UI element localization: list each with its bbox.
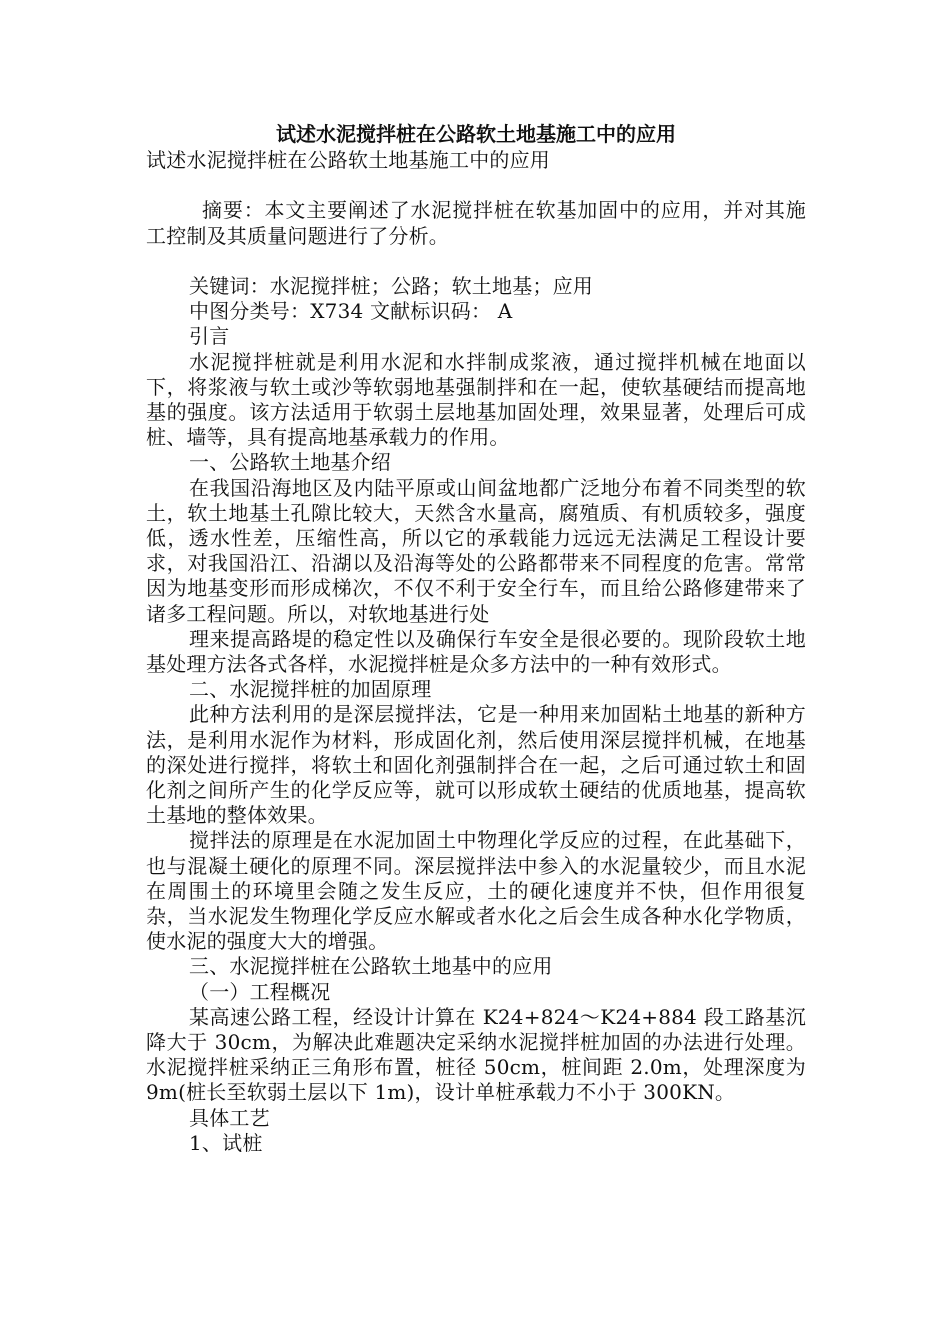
spacer [146, 249, 806, 274]
intro-paragraph: 水泥搅拌桩就是利用水泥和水拌制成浆液，通过搅拌机械在地面以下，将浆液与软土或沙等软弱地基强制拌和在一起，使软基硬结而提高地基的强度。该方法适用于软弱土层地基加固处理，效果显著，处理后可成桩、墙等，具有提高地基承载力的作用。 [146, 349, 806, 450]
section2-paragraph-1: 此种方法利用的是深层搅拌法，它是一种用来加固粘土地基的新种方法，是利用水泥作为材料，形成固化剂，然后使用深层搅拌机械，在地基的深处进行搅拌，将软土和固化剂强制拌合在一起，之后可通过软土和固化剂之间所产生的化学反应等，就可以形成软土硬结的优质地基，提高软土基地的整体效果。 [146, 702, 806, 828]
section3-subheading: （一）工程概况 [189, 979, 331, 1004]
intro-heading: 引言 [189, 324, 230, 349]
classification: 中图分类号：X734 文献标识码： A [189, 299, 513, 324]
step1-heading: 1、试桩 [189, 1130, 263, 1155]
spacer [146, 173, 806, 198]
abstract: 摘要：本文主要阐述了水泥搅拌桩在软基加固中的应用，并对其施工控制及其质量问题进行了分析。 [146, 198, 806, 248]
section1-heading: 一、公路软土地基介绍 [189, 450, 391, 475]
section3-paragraph-1: 某高速公路工程，经设计计算在 K24+824～K24+884 段工路基沉降大于 30cm，为解决此难题决定采纳水泥搅拌桩加固的办法进行处理。水泥搅拌桩采纳正三角形布置，桩径 50cm，桩间距 2.0m，处理深度为 9m(桩长至软弱土层以下 1m)，设计单桩承载力不小于 300KN。 [146, 1004, 806, 1105]
section2-paragraph-2: 搅拌法的原理是在水泥加固土中物理化学反应的过程，在此基础下，也与混凝土硬化的原理不同。深层搅拌法中参入的水泥量较少，而且水泥在周围土的环境里会随之发生反应，土的硬化速度并不快，但作用很复杂，当水泥发生物理化学反应水解或者水化之后会生成各种水化学物质，使水泥的强度大大的增强。 [146, 828, 806, 954]
document-title: 试述水泥搅拌桩在公路软土地基施工中的应用 [276, 122, 676, 146]
section1-paragraph-2: 理来提高路堤的稳定性以及确保行车安全是很必要的。现阶段软土地基处理方法各式各样，水泥搅拌桩是众多方法中的一种有效形式。 [146, 626, 806, 677]
section3-heading: 三、水泥搅拌桩在公路软土地基中的应用 [189, 954, 553, 979]
process-heading: 具体工艺 [189, 1105, 270, 1130]
section1-paragraph-1: 在我国沿海地区及内陆平原或山间盆地都广泛地分布着不同类型的软土，软土地基土孔隙比较大，天然含水量高，腐殖质、有机质较多，强度低，透水性差，压缩性高，所以它的承载能力远远无法满足工程设计要求，对我国沿江、沿湖以及沿海等处的公路都带来不同程度的危害。常常因为地基变形而形成梯次，不仅不利于安全行车，而且给公路修建带来了诸多工程问题。所以，对软地基进行处 [146, 475, 806, 626]
keywords: 关键词：水泥搅拌桩；公路；软土地基；应用 [189, 273, 593, 298]
section2-heading: 二、水泥搅拌桩的加固原理 [189, 677, 432, 702]
document-page [146, 118, 806, 1156]
document-subtitle: 试述水泥搅拌桩在公路软土地基施工中的应用 [146, 148, 550, 172]
